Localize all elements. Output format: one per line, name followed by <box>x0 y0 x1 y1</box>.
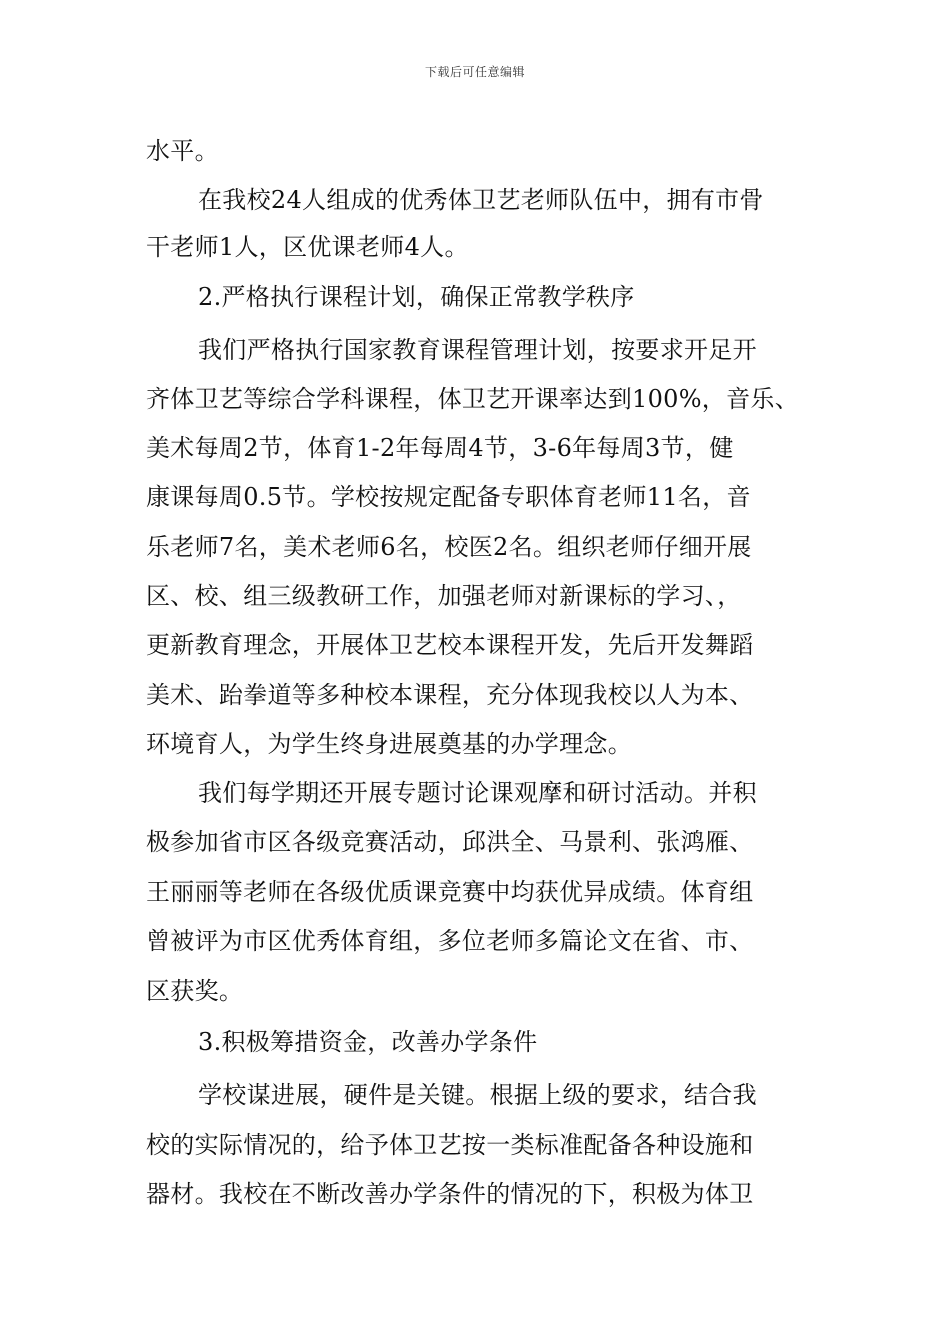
text-line: 校的实际情况的，给予体卫艺按一类标准配备各种设施和 <box>146 1131 754 1159</box>
text-line: 干老师1人，区优课老师4人。 <box>146 233 469 261</box>
text-line: 齐体卫艺等综合学科课程，体卫艺开课率达到100%，音乐、 <box>146 385 800 413</box>
text-line: 极参加省市区各级竞赛活动，邱洪全、马景利、张鸿雁、 <box>146 828 754 856</box>
section-heading: 2.严格执行课程计划，确保正常教学秩序 <box>198 283 635 311</box>
text-line: 美术、跆拳道等多种校本课程，充分体现我校以人为本、 <box>146 681 754 709</box>
text-line: 区、校、组三级教研工作，加强老师对新课标的学习、， <box>146 582 742 610</box>
text-line: 王丽丽等老师在各级优质课竞赛中均获优异成绩。体育组 <box>146 878 754 906</box>
text-line: 康课每周0.5节。学校按规定配备专职体育老师11名，音 <box>146 483 751 511</box>
text-line: 区获奖。 <box>146 977 244 1005</box>
text-line: 曾被评为市区优秀体育组，多位老师多篇论文在省、市、 <box>146 927 754 955</box>
text-line: 学校谋进展，硬件是关键。根据上级的要求，结合我 <box>198 1081 757 1109</box>
page-header: 下载后可任意编辑 <box>424 65 525 79</box>
text-line: 乐老师7名，美术老师6名，校医2名。组织老师仔细开展 <box>146 533 752 561</box>
text-line: 器材。我校在不断改善办学条件的情况的下，积极为体卫 <box>146 1180 754 1208</box>
text-line: 在我校24人组成的优秀体卫艺老师队伍中，拥有市骨 <box>198 186 764 214</box>
text-line: 我们每学期还开展专题讨论课观摩和研讨活动。并积 <box>198 779 757 807</box>
text-line: 我们严格执行国家教育课程管理计划，按要求开足开 <box>198 336 757 364</box>
section-heading: 3.积极筹措资金，改善办学条件 <box>198 1028 538 1056</box>
text-line: 更新教育理念，开展体卫艺校本课程开发，先后开发舞蹈 <box>146 631 754 659</box>
text-line: 水平。 <box>146 137 219 165</box>
text-line: 美术每周2节，体育1-2年每周4节，3-6年每周3节，健 <box>146 434 734 462</box>
text-line: 环境育人，为学生终身进展奠基的办学理念。 <box>146 730 632 758</box>
